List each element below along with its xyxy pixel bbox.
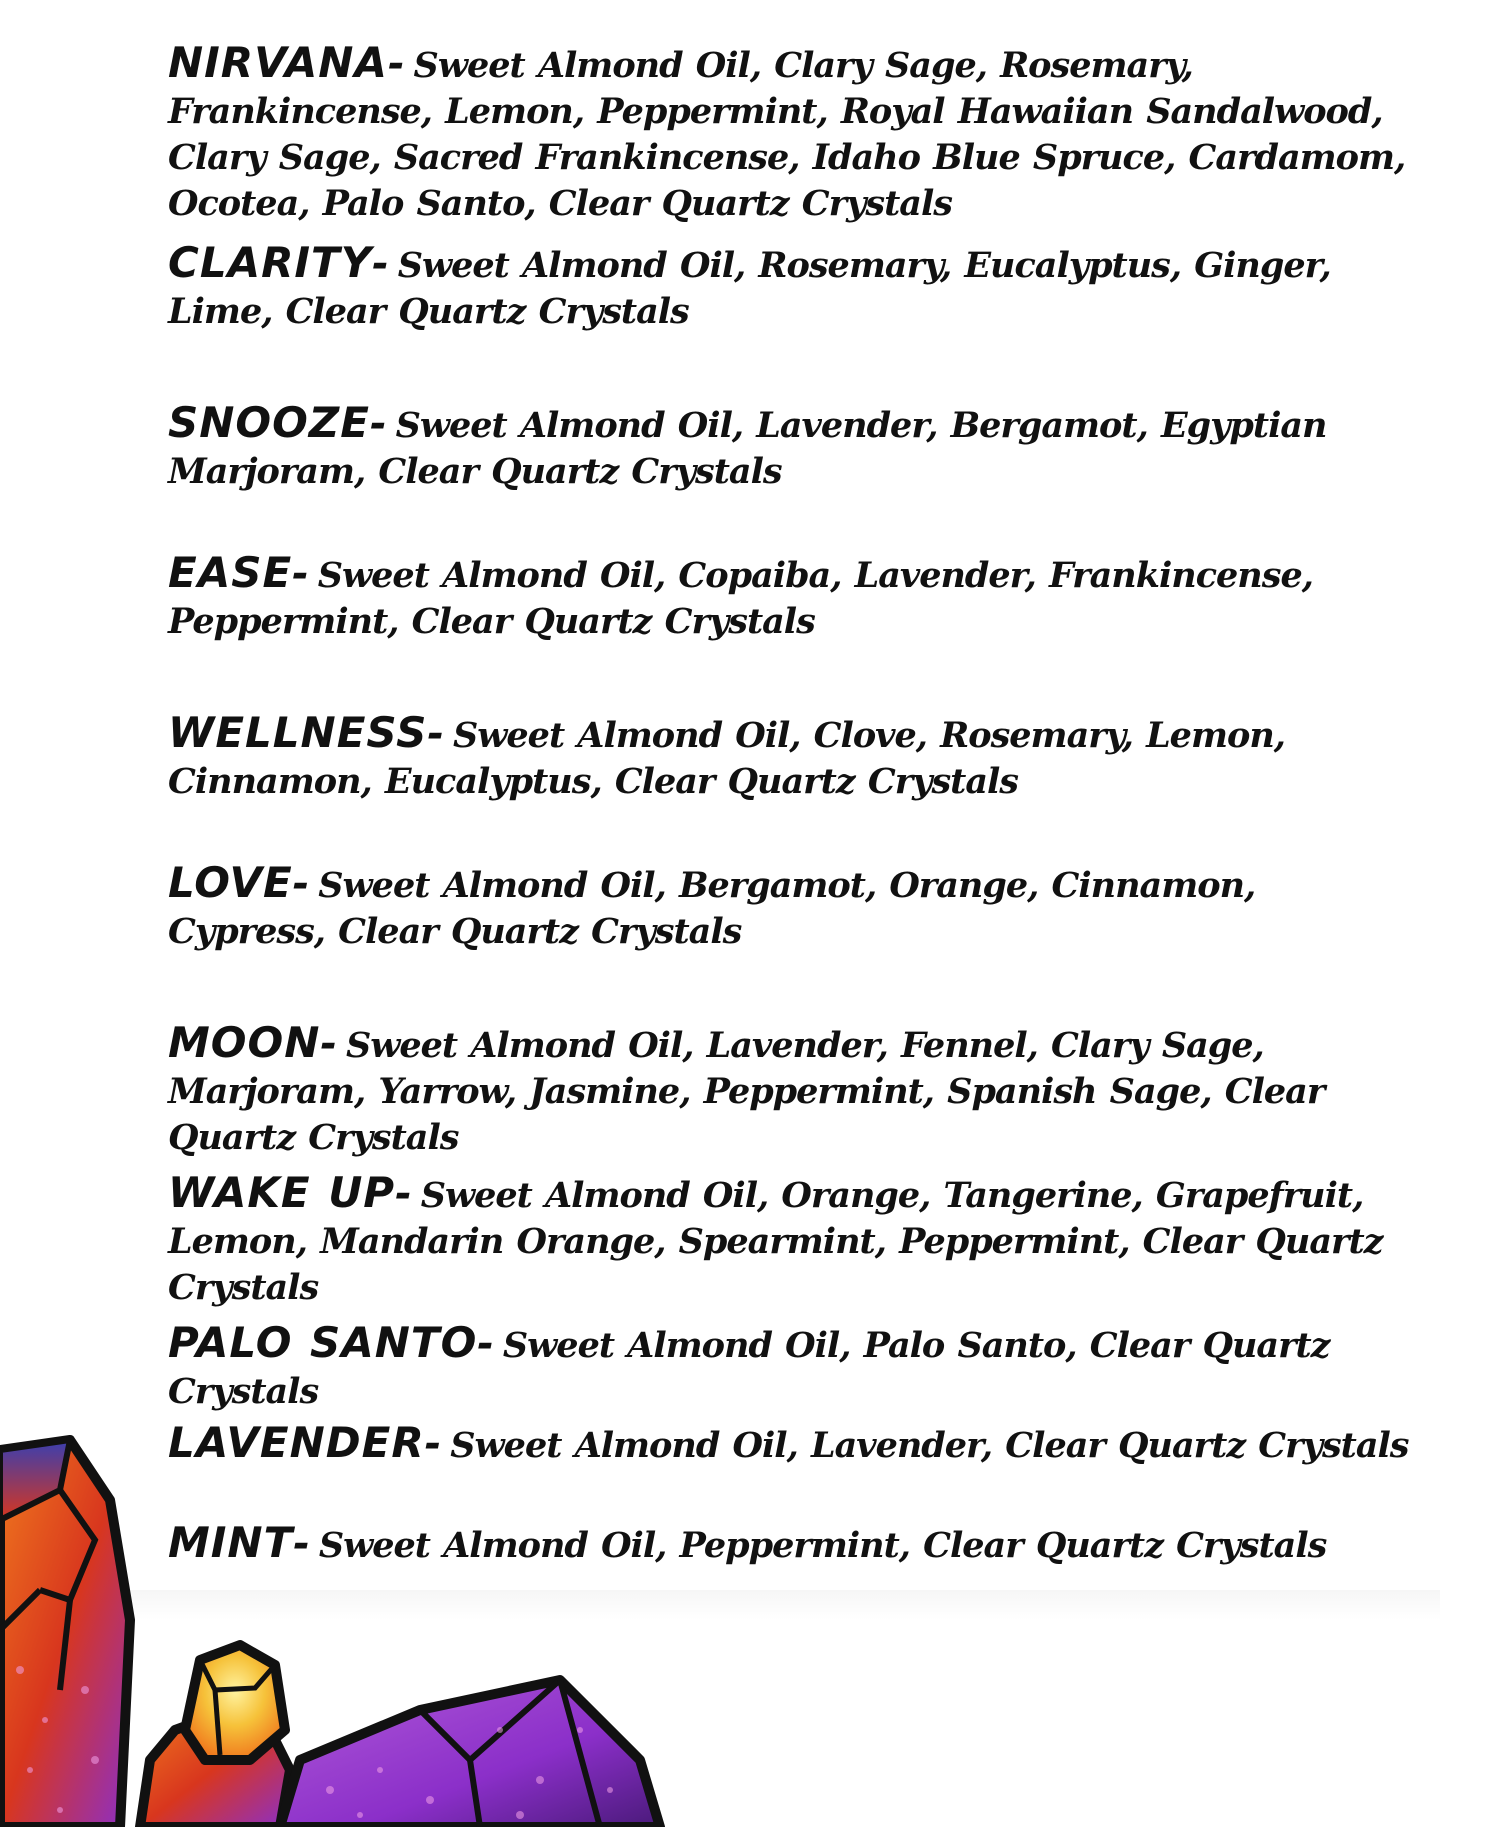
blend-separator: -: [292, 551, 308, 597]
blend-separator: -: [477, 1321, 493, 1367]
blend-separator: -: [372, 241, 388, 287]
blend-ingredients: Sweet Almond Oil, Peppermint, Clear Quartz Crystals: [318, 1525, 1327, 1566]
blend-separator: -: [387, 41, 404, 87]
blend-separator: -: [369, 401, 386, 447]
blend-item-snooze: [168, 400, 1418, 495]
blend-ingredients: Sweet Almond Oil, Clary Sage, Rosemary, Frankincense, Lemon, Peppermint, Royal Hawaiian Sandalwood, Clary Sage, Sacred Frankincense, Idaho Blue Spruce, Cardamom, Ocotea, Palo Santo, Clear Quartz Crystals: [168, 45, 1406, 224]
blend-ingredients: Sweet Almond Oil, Lavender, Clear Quartz Crystals: [450, 1425, 1409, 1466]
blend-item-nirvana: [168, 40, 1418, 227]
blend-item-wellness: [168, 710, 1418, 805]
blend-separator: -: [320, 1021, 336, 1067]
blend-name: PALO SANTO: [168, 1318, 478, 1367]
blend-name: EASE: [168, 548, 293, 597]
blend-ingredients: Sweet Almond Oil, Clove, Rosemary, Lemon, Cinnamon, Eucalyptus, Clear Quartz Crystals: [168, 715, 1285, 802]
blend-name: WAKE UP: [168, 1168, 396, 1217]
crystal-yellow-glow: [185, 1645, 285, 1760]
blend-name: SNOOZE: [168, 398, 370, 447]
blend-item-palo-santo: [168, 1320, 1418, 1415]
crystal-tall-left: [0, 1440, 130, 1827]
blend-ingredients: Sweet Almond Oil, Copaiba, Lavender, Frankincense, Peppermint, Clear Quartz Crystals: [168, 555, 1313, 642]
blend-item-ease: [168, 550, 1418, 645]
blend-separator: -: [292, 861, 309, 907]
blend-ingredients: Sweet Almond Oil, Lavender, Bergamot, Egyptian Marjoram, Clear Quartz Crystals: [168, 405, 1327, 492]
blend-ingredients: Sweet Almond Oil, Lavender, Fennel, Clary Sage, Marjoram, Yarrow, Jasmine, Peppermint, Spanish Sage, Clear Quartz Crystals: [168, 1025, 1325, 1158]
blend-name: MINT: [168, 1518, 294, 1567]
blend-item-clarity: [168, 240, 1418, 335]
blend-name: CLARITY: [168, 238, 373, 287]
blend-item-wake-up: [168, 1170, 1418, 1311]
blend-item-moon: [168, 1020, 1418, 1161]
blend-ingredients: Sweet Almond Oil, Rosemary, Eucalyptus, Ginger, Lime, Clear Quartz Crystals: [168, 245, 1331, 332]
blend-item-love: [168, 860, 1418, 955]
blend-name: WELLNESS: [168, 708, 428, 757]
blend-ingredients: Sweet Almond Oil, Orange, Tangerine, Grapefruit, Lemon, Mandarin Orange, Spearmint, Peppermint, Clear Quartz Crystals: [168, 1175, 1383, 1308]
blend-ingredients: Sweet Almond Oil, Bergamot, Orange, Cinnamon, Cypress, Clear Quartz Crystals: [168, 865, 1256, 952]
blend-separator: -: [427, 711, 443, 757]
blend-name: LOVE: [168, 858, 293, 907]
crystal-cluster-illustration: [0, 1430, 680, 1827]
blend-separator: -: [293, 1521, 309, 1567]
blend-separator: -: [395, 1171, 411, 1217]
blend-separator: -: [424, 1421, 441, 1467]
blend-name: LAVENDER: [168, 1418, 425, 1467]
blend-name: NIRVANA: [168, 38, 388, 87]
blend-ingredients: Sweet Almond Oil, Palo Santo, Clear Quartz Crystals: [168, 1325, 1330, 1412]
crystal-large-purple: [280, 1680, 660, 1827]
blend-name: MOON: [168, 1018, 321, 1067]
